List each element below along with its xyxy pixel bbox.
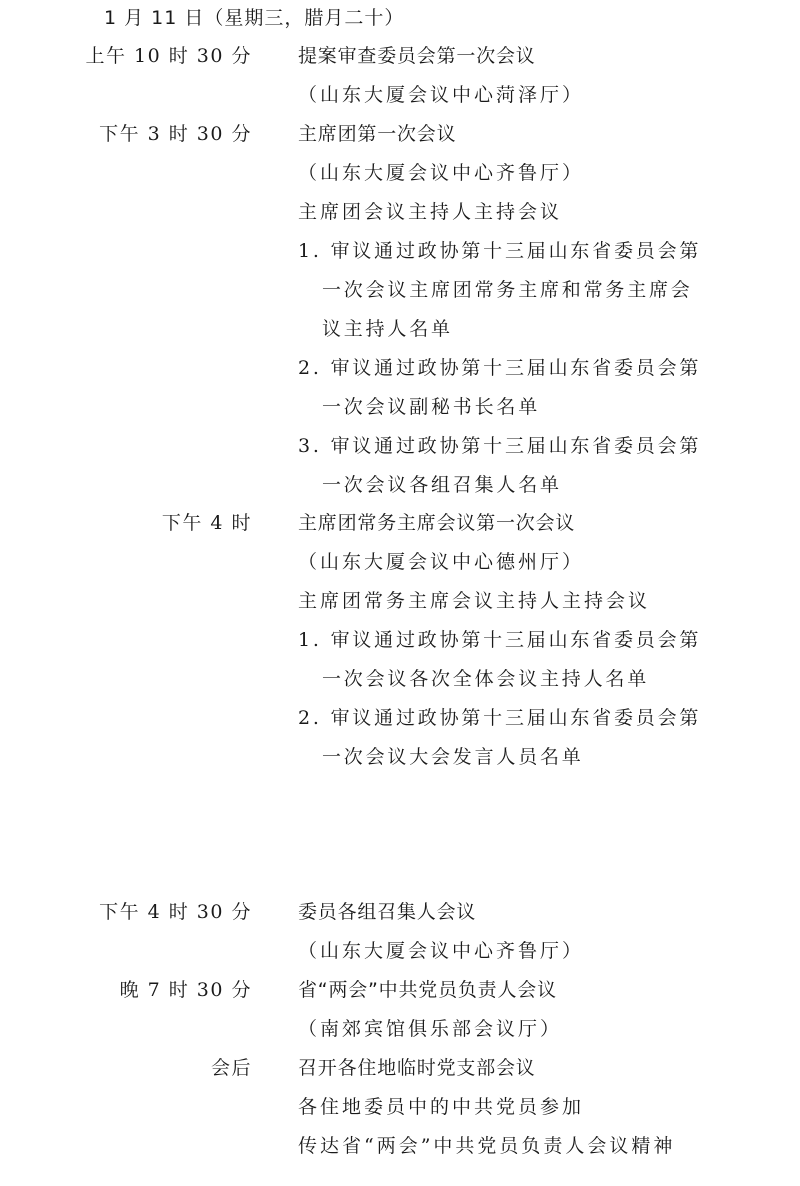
session-location: （南郊宾馆俱乐部会议厅） (298, 1018, 563, 1040)
session-host: 主席团会议主持人主持会议 (298, 201, 563, 223)
session-time: 下午 3 时 30 分 (99, 123, 252, 145)
session-host: 主席团常务主席会议主持人主持会议 (298, 590, 651, 612)
session-time: 下午 4 时 (161, 512, 252, 534)
session-location: （山东大厦会议中心齐鲁厅） (298, 940, 585, 962)
agenda-item: 1. 审议通过政协第十三届山东省委员会第 (298, 240, 702, 262)
session-title: 提案审查委员会第一次会议 (298, 45, 536, 67)
agenda-item-continuation: 一次会议主席团常务主席和常务主席会 (322, 279, 693, 301)
session-title: 省“两会”中共党员负责人会议 (298, 979, 557, 1001)
session-title: 委员各组召集人会议 (298, 901, 477, 923)
session-time: 下午 4 时 30 分 (99, 901, 252, 923)
session-title: 召开各住地临时党支部会议 (298, 1057, 536, 1079)
agenda-item: 2. 审议通过政协第十三届山东省委员会第 (298, 707, 702, 729)
agenda-item: 1. 审议通过政协第十三届山东省委员会第 (298, 629, 702, 651)
session-time: 晚 7 时 30 分 (119, 979, 252, 1001)
session-location: （山东大厦会议中心德州厅） (298, 551, 585, 573)
agenda-item-continuation: 一次会议各次全体会议主持人名单 (322, 668, 650, 690)
session-location: （山东大厦会议中心齐鲁厅） (298, 162, 585, 184)
session-note: 传达省“两会”中共党员负责人会议精神 (298, 1135, 676, 1157)
agenda-item-continuation: 一次会议各组召集人名单 (322, 474, 562, 496)
session-note: 各住地委员中的中共党员参加 (298, 1096, 585, 1118)
agenda-item-continuation: 议主持人名单 (322, 318, 453, 340)
agenda-item-continuation: 一次会议副秘书长名单 (322, 396, 541, 418)
agenda-item: 3. 审议通过政协第十三届山东省委员会第 (298, 435, 702, 457)
agenda-item: 2. 审议通过政协第十三届山东省委员会第 (298, 357, 702, 379)
session-time: 上午 10 时 30 分 (85, 45, 252, 67)
session-time: 会后 (210, 1057, 252, 1079)
session-title: 主席团常务主席会议第一次会议 (298, 512, 576, 534)
agenda-item-continuation: 一次会议大会发言人员名单 (322, 746, 584, 768)
session-title: 主席团第一次会议 (298, 123, 457, 145)
date-heading: 1 月 11 日（星期三，腊月二十） (104, 7, 405, 29)
session-location: （山东大厦会议中心菏泽厅） (298, 84, 585, 106)
